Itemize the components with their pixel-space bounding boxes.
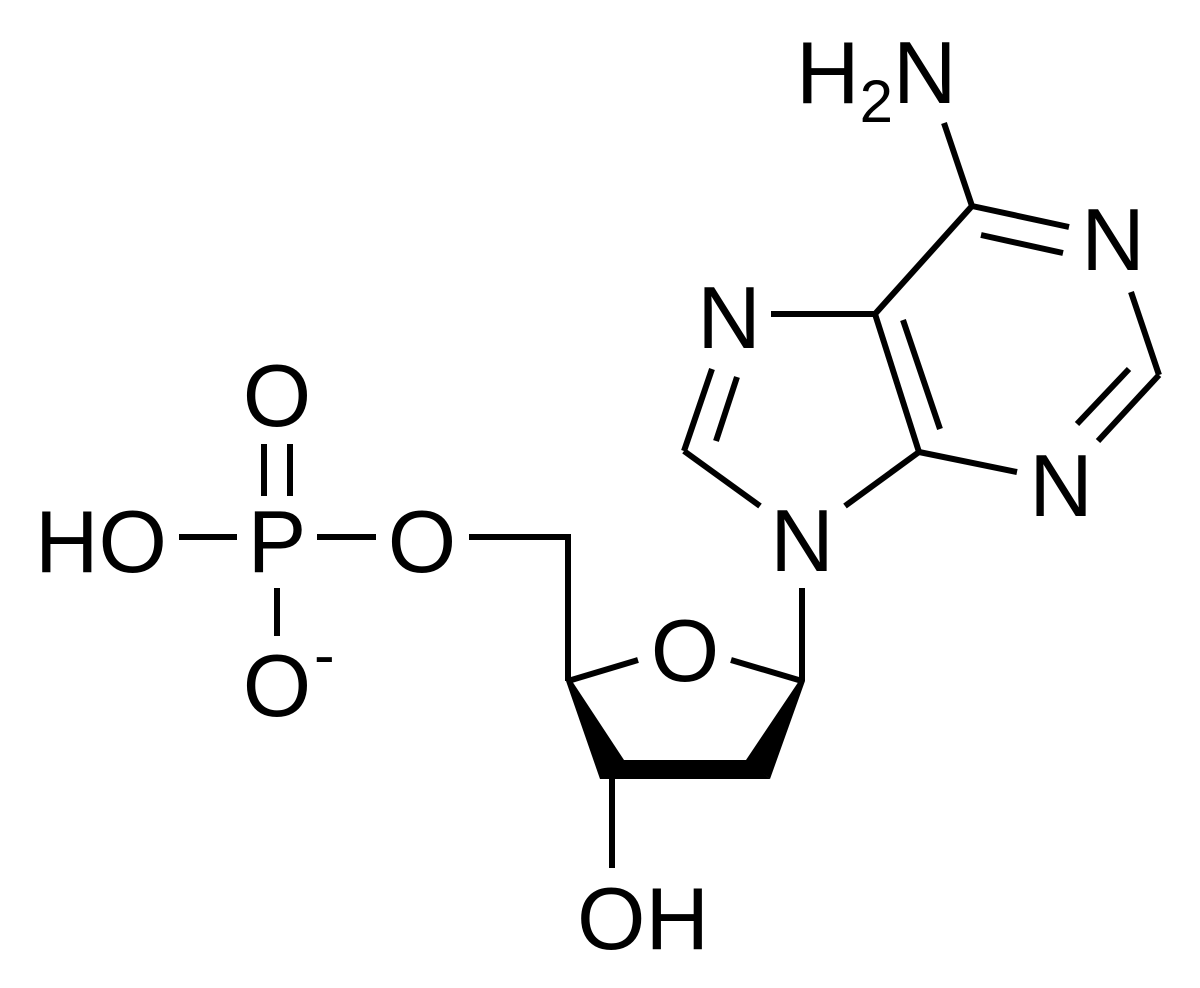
bond-c6-n1-b (981, 235, 1063, 253)
amino-h: H (796, 23, 860, 122)
atom-oxygen-minus: O (242, 636, 312, 735)
atom-oxygen-ester: O (387, 492, 457, 591)
atom-charge-minus: - (314, 621, 335, 690)
bond-n9-c4 (845, 452, 919, 506)
amino-subscript: 2 (859, 68, 893, 135)
bond-c5-c6 (875, 206, 972, 314)
bond-o-ring-c1 (731, 660, 802, 681)
atom-nitrogen-n7: N (697, 268, 761, 367)
bond-n3-c4 (919, 452, 1017, 472)
atom-phosphorus: P (247, 492, 307, 591)
bond-c4-o-ring (568, 660, 638, 681)
bond-c8-n7-a (684, 369, 712, 451)
atom-nitrogen-n9: N (770, 491, 834, 590)
wedge-c3-c2 (600, 760, 770, 779)
bond-c4-c5-a (875, 314, 919, 452)
bonds (179, 123, 1159, 868)
bond-c8-n7-b (716, 377, 737, 441)
atom-amino-group (796, 23, 957, 135)
bond-c6-nh2 (944, 123, 972, 206)
atom-oxygen-ring: O (650, 601, 720, 700)
wedge-c4-c3 (566, 681, 624, 779)
atom-hydroxyl-3prime: OH (577, 869, 709, 968)
bond-n1-c2 (1131, 292, 1159, 375)
atom-hydroxyl-phosphate: HO (35, 492, 167, 591)
bond-n9-c8 (684, 451, 760, 506)
atom-oxygen-double: O (242, 346, 312, 445)
atom-nitrogen-n1: N (1081, 190, 1145, 289)
atom-nitrogen-n3: N (1029, 436, 1093, 535)
wedge-c2-c1 (746, 681, 805, 779)
bond-c2-n3-a (1098, 375, 1159, 441)
bond-c6-n1-a (972, 206, 1069, 227)
atom-labels (35, 23, 1145, 968)
bond-o-ch2-c4 (469, 537, 568, 681)
amino-n: N (892, 23, 957, 122)
